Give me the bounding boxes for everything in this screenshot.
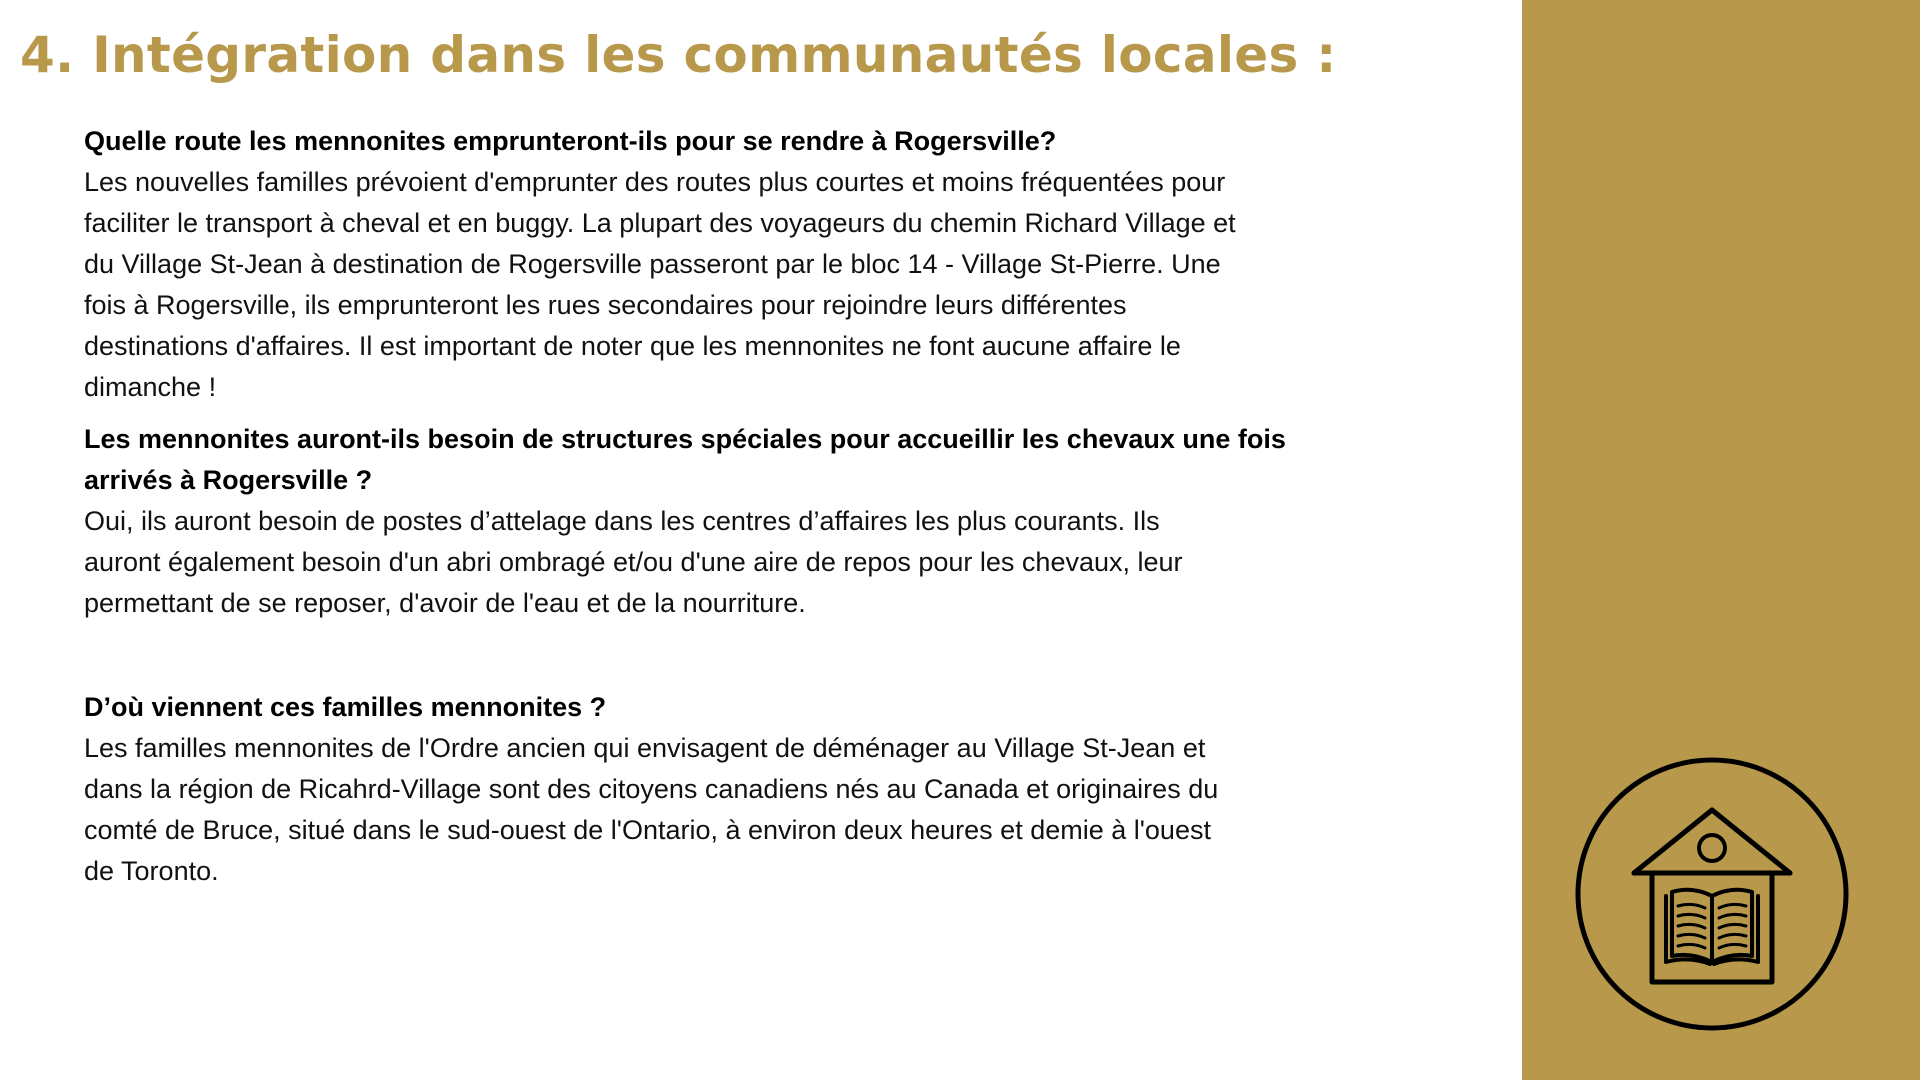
answer-route: Les nouvelles familles prévoient d'emprunter des routes plus courtes et moins fréquentées pour faciliter le transport à cheval et en buggy. La plupart des voyageurs du chemin Richard Village et du Village St-Jean à destination de Rogersville passeront par le bloc 14 - Village St-Pierre. Une fois à Rogersville, ils emprunteront les rues secondaires pour rejoindre leurs différentes destinations d'affaires. Il est important de noter que les mennonites ne font aucune affaire le dimanche !	[84, 167, 1236, 402]
house-book-icon	[1574, 756, 1850, 1032]
qa-section-origin	[84, 687, 1464, 892]
house-book-icon-svg	[1574, 756, 1850, 1032]
answer-structures: Oui, ils auront besoin de postes d’attelage dans les centres d’affaires les plus courants. Ils auront également besoin d'un abri ombragé et/ou d'une aire de repos pour les chevaux, leur permettant de se reposer, d'avoir de l'eau et de la nourriture.	[84, 506, 1183, 618]
qa-section-route	[84, 121, 1464, 408]
page-title: 4. Intégration dans les communautés locales :	[20, 26, 1337, 84]
question-origin: D’où viennent ces familles mennonites ?	[84, 692, 607, 722]
answer-origin: Les familles mennonites de l'Ordre ancien qui envisagent de déménager au Village St-Jean et dans la région de Ricahrd-Village sont des citoyens canadiens nés au Canada et originaires du comté de Bruce, situé dans le sud-ouest de l'Ontario, à environ deux heures et demie à l'ouest de Toronto.	[84, 733, 1219, 886]
content-body	[84, 121, 1464, 892]
question-route: Quelle route les mennonites emprunteront-ils pour se rendre à Rogersville?	[84, 126, 1057, 156]
question-structures: Les mennonites auront-ils besoin de structures spéciales pour accueillir les chevaux une fois arrivés à Rogersville ?	[84, 424, 1286, 495]
qa-section-structures	[84, 419, 1464, 624]
